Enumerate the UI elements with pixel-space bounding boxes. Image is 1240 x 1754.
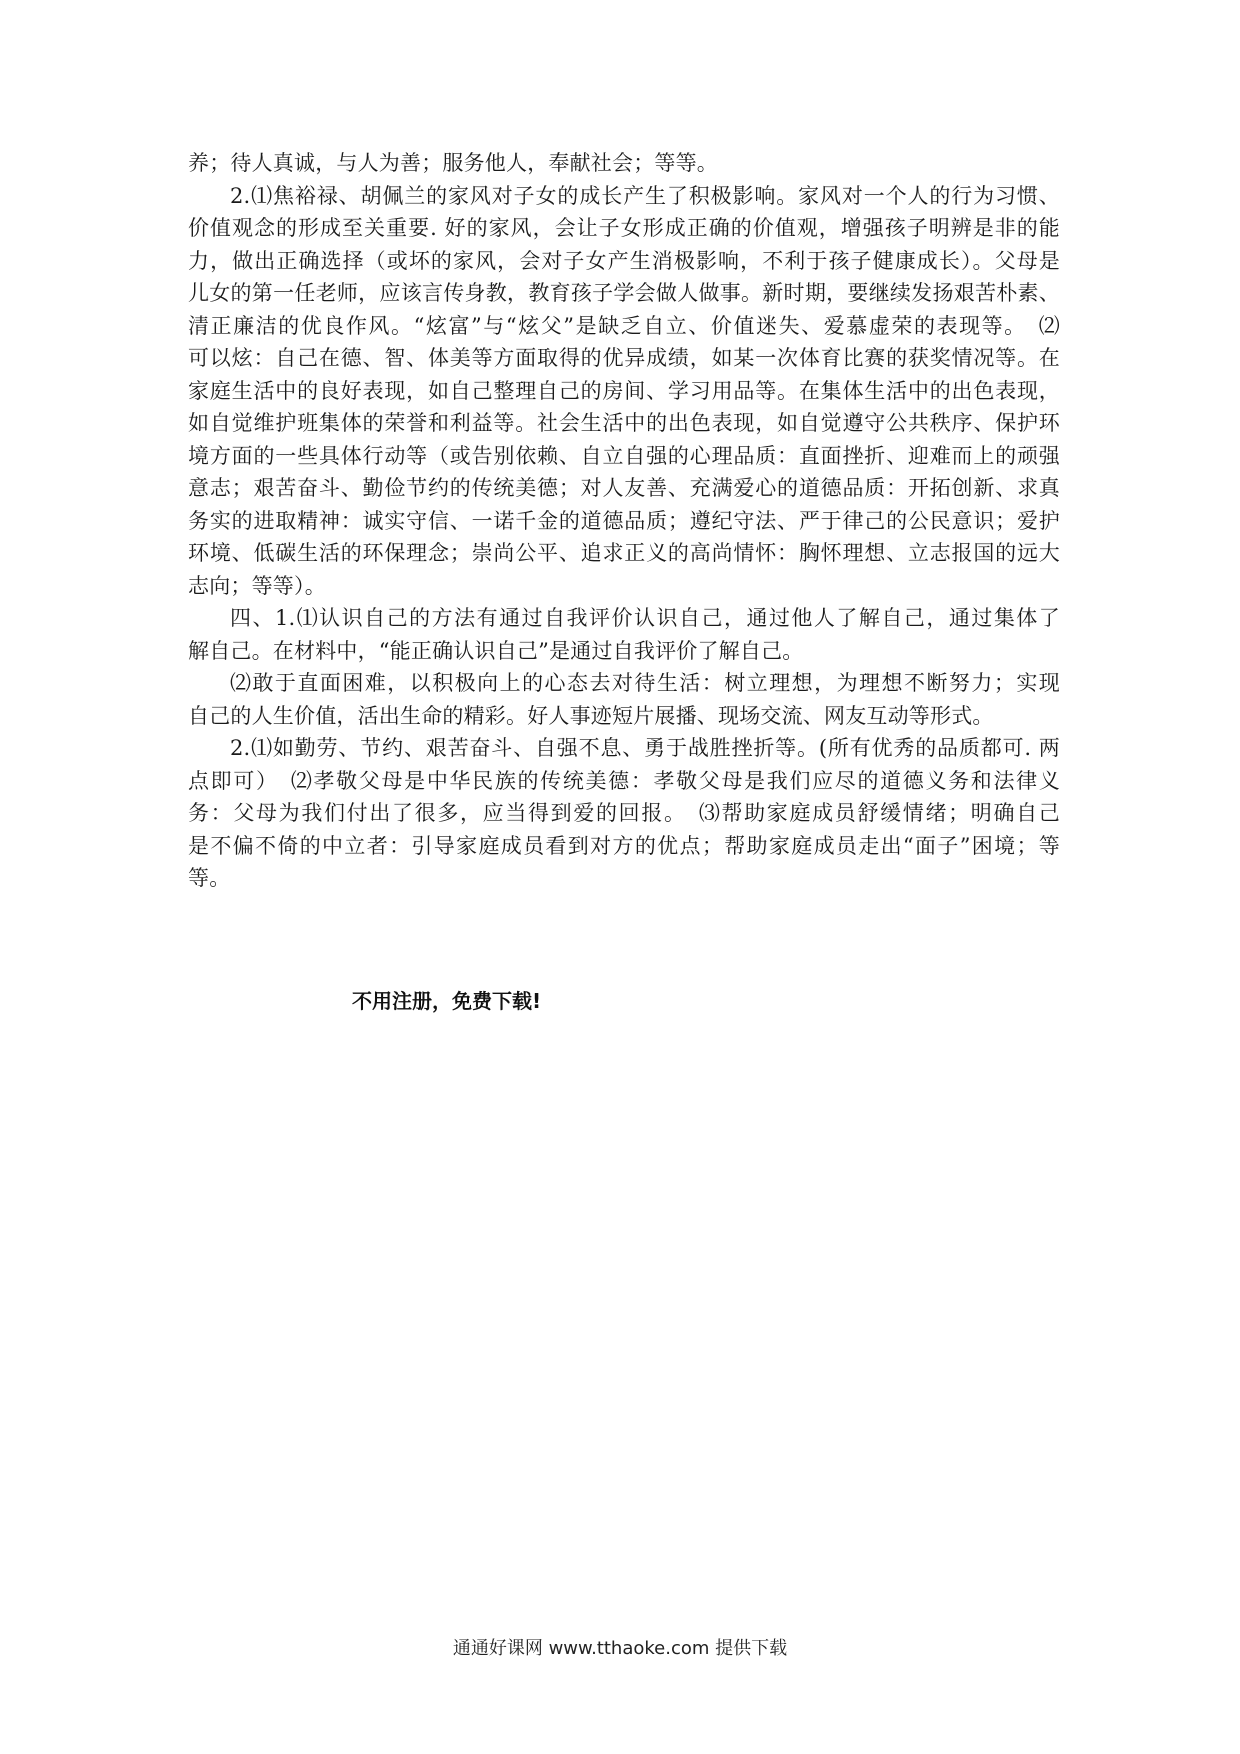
text-line: 儿女的第一任老师，应该言传身教，教育孩子学会做人做事。新时期，要继续发扬艰苦朴素、 — [188, 281, 1060, 305]
answer-text-block — [188, 147, 1060, 895]
text-line: 务：父母为我们付出了很多，应当得到爱的回报。 ⑶帮助家庭成员舒缓情绪；明确自己 — [188, 801, 1060, 825]
text-line: 等。 — [188, 866, 231, 890]
text-line: 点即可） ⑵孝敬父母是中华民族的传统美德：孝敬父母是我们应尽的道德义务和法律义 — [188, 768, 1060, 793]
text-line: 价值观念的形成至关重要. 好的家风，会让子女形成正确的价值观，增强孩子明辨是非的能 — [188, 216, 1060, 240]
text-line: 可以炫：自己在德、智、体美等方面取得的优异成绩，如某一次体育比赛的获奖情况等。在 — [188, 346, 1060, 370]
text-line: 自己的人生价值，活出生命的精彩。好人事迹短片展播、现场交流、网友互动等形式。 — [188, 703, 994, 728]
text-line: ⑵敢于直面困难，以积极向上的心态去对待生活：树立理想，为理想不断努力；实现 — [230, 671, 1060, 695]
free-download-notice: 不用注册，免费下载! — [352, 989, 542, 1013]
page-footer: 通通好课网 www.tthaoke.com 提供下载 — [452, 1638, 788, 1659]
text-line: 家庭生活中的良好表现，如自己整理自己的房间、学习用品等。在集体生活中的出色表现， — [188, 378, 1060, 403]
text-line: 务实的进取精神：诚实守信、一诺千金的道德品质；遵纪守法、严于律己的公民意识；爱护 — [188, 508, 1060, 533]
text-line: 清正廉洁的优良作风。“炫富”与“炫父”是缺乏自立、价值迷失、爱慕虚荣的表现等。 ⑵ — [188, 313, 1060, 338]
text-line: 意志；艰苦奋斗、勤俭节约的传统美德；对人友善、充满爱心的道德品质：开拓创新、求真 — [188, 476, 1060, 500]
text-line: 环境、低碳生活的环保理念；崇尚公平、追求正义的高尚情怀：胸怀理想、立志报国的远大 — [188, 541, 1060, 565]
text-line: 2.⑴如勤劳、节约、艰苦奋斗、自强不息、勇于战胜挫折等。(所有优秀的品质都可. 两 — [230, 736, 1060, 760]
text-line: 四、1.⑴认识自己的方法有通过自我评价认识自己，通过他人了解自己，通过集体了 — [230, 606, 1060, 630]
text-line: 境方面的一些具体行动等（或告别依赖、自立自强的心理品质：直面挫折、迎难而上的顽强 — [188, 443, 1060, 468]
text-line: 是不偏不倚的中立者：引导家庭成员看到对方的优点；帮助家庭成员走出“面子”困境；等 — [188, 833, 1060, 858]
text-line: 解自己。在材料中，“能正确认识自己”是通过自我评价了解自己。 — [188, 638, 804, 663]
text-line: 如自觉维护班集体的荣誉和利益等。社会生活中的出色表现，如自觉遵守公共秩序、保护环 — [188, 411, 1060, 435]
text-line: 力，做出正确选择（或坏的家风，会对子女产生消极影响，不利于孩子健康成长）。父母是 — [188, 248, 1060, 273]
text-line: 志向；等等）。 — [188, 573, 326, 598]
text-line: 2.⑴焦裕禄、胡佩兰的家风对子女的成长产生了积极影响。家风对一个人的行为习惯、 — [230, 183, 1060, 208]
text-line: 养；待人真诚，与人为善；服务他人，奉献社会；等等。 — [188, 151, 718, 175]
